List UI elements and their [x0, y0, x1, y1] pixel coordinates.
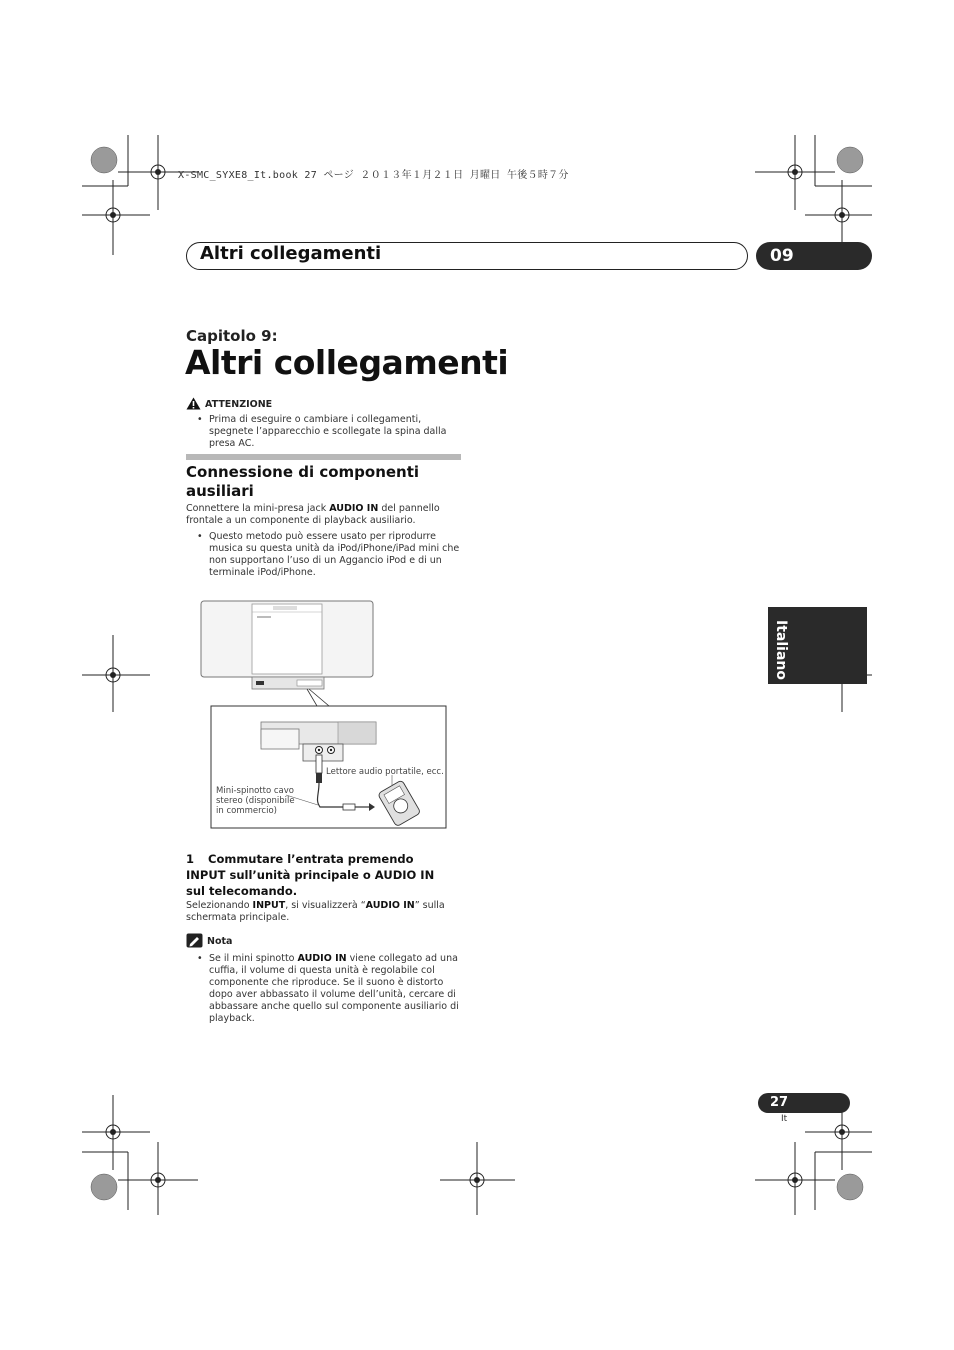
label-stereo-cable: Mini-spinotto cavo stereo (disponibile in commercio) [216, 786, 295, 816]
step-1-description: Selezionando INPUT, si visualizzerà “AUDIO IN” sulla schermata principale. [186, 900, 445, 923]
section-title: Connessione di componenti ausiliari [186, 463, 420, 500]
caution-label: ATTENZIONE [205, 399, 273, 410]
language-side-tab-label: Italiano [773, 620, 789, 680]
header-title: Altri collegamenti [200, 243, 382, 264]
page-language-code: It [781, 1114, 788, 1124]
print-header: X-SMC_SYXE8_It.book 27 ページ ２０１３年１月２１日 月曜日 午後５時７分 [178, 170, 569, 181]
step-1-heading: 1 Commutare l’entrata premendo INPUT sull’unità principale o AUDIO IN sul telecomando. [186, 852, 435, 898]
section-bullet: • Questo metodo può essere usato per riprodurre musica su questa unità da iPod/iPhone/iPad mini che non supportano l’uso di un Aggancio iPod e di un terminale iPod/iPhone. [197, 531, 460, 578]
page-number-badge: 27 [758, 1093, 850, 1113]
caution-item: • Prima di eseguire o cambiare i collegamenti, spegnete l’apparecchio e scollegate la spina dalla presa AC. [197, 414, 447, 449]
warning-icon [186, 397, 201, 410]
section-rule [186, 454, 461, 460]
label-portable-player: Lettore audio portatile, ecc. [326, 767, 444, 777]
note-item: • Se il mini spinotto AUDIO IN viene collegato ad una cuffia, il volume di questa unità è regolabile col componente che riproduce. Se il suono è distorto dopo aver abbassato il volume dell’unità, cercare di abbassare anche quello sul componente ausiliario di playback. [197, 953, 459, 1024]
section-intro: Connettere la mini-presa jack AUDIO IN del pannello frontale a un componente di playback ausiliario. [186, 503, 440, 526]
chapter-number-badge: 09 [756, 242, 872, 270]
chapter-label: Capitolo 9: [186, 327, 278, 345]
note-icon [186, 933, 203, 948]
chapter-title: Altri collegamenti [185, 343, 509, 382]
note-label: Nota [207, 936, 233, 947]
